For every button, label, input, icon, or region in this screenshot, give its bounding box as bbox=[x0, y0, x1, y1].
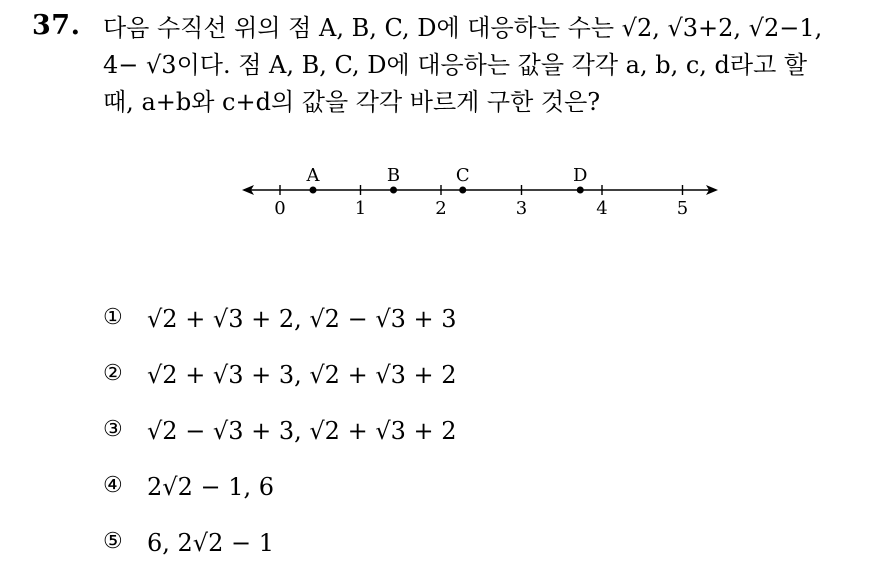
point-marker bbox=[390, 187, 397, 194]
question-number: 37. bbox=[32, 10, 81, 41]
point-label: A bbox=[306, 165, 320, 186]
number-line-figure bbox=[230, 158, 730, 232]
choice-3[interactable] bbox=[103, 417, 457, 473]
choice-2[interactable] bbox=[103, 361, 457, 417]
choice-text: √2 + √3 + 3, √2 + √3 + 2 bbox=[147, 361, 457, 389]
choice-4[interactable] bbox=[103, 473, 457, 529]
point-label: B bbox=[386, 165, 401, 186]
stem-line: 때, a+b와 c+d의 값을 각각 바르게 구한 것은? bbox=[103, 88, 601, 116]
point-marker bbox=[459, 187, 466, 194]
point-label: D bbox=[573, 165, 588, 186]
choice-1[interactable] bbox=[103, 305, 457, 361]
tick-label: 0 bbox=[274, 198, 286, 219]
answer-choices bbox=[103, 305, 457, 585]
tick-label: 3 bbox=[515, 198, 528, 219]
choice-text: √2 + √3 + 2, √2 − √3 + 3 bbox=[147, 305, 457, 333]
tick-label: 4 bbox=[596, 198, 608, 219]
question-stem bbox=[103, 10, 873, 121]
point-label: C bbox=[455, 165, 470, 186]
choice-mark: ① bbox=[103, 305, 123, 330]
tick-label: 1 bbox=[354, 198, 367, 219]
choice-mark: ③ bbox=[103, 417, 123, 442]
stem-line: 다음 수직선 위의 점 A, B, C, D에 대응하는 수는 √2, √3+2, √2−1, bbox=[103, 14, 823, 42]
choice-mark: ④ bbox=[103, 473, 123, 498]
stem-line: 4− √3이다. 점 A, B, C, D에 대응하는 값을 각각 a, b, c, d라고 할 bbox=[103, 51, 808, 79]
choice-mark: ② bbox=[103, 361, 123, 386]
point-marker bbox=[310, 187, 317, 194]
choice-text: 6, 2√2 − 1 bbox=[147, 529, 274, 557]
tick-label: 5 bbox=[676, 198, 689, 219]
choice-mark: ⑤ bbox=[103, 529, 123, 554]
number-line-svg bbox=[230, 158, 730, 228]
choice-text: 2√2 − 1, 6 bbox=[147, 473, 274, 501]
choice-text: √2 − √3 + 3, √2 + √3 + 2 bbox=[147, 417, 457, 445]
choice-5[interactable] bbox=[103, 529, 457, 585]
point-marker bbox=[577, 187, 584, 194]
tick-label: 2 bbox=[435, 198, 447, 219]
